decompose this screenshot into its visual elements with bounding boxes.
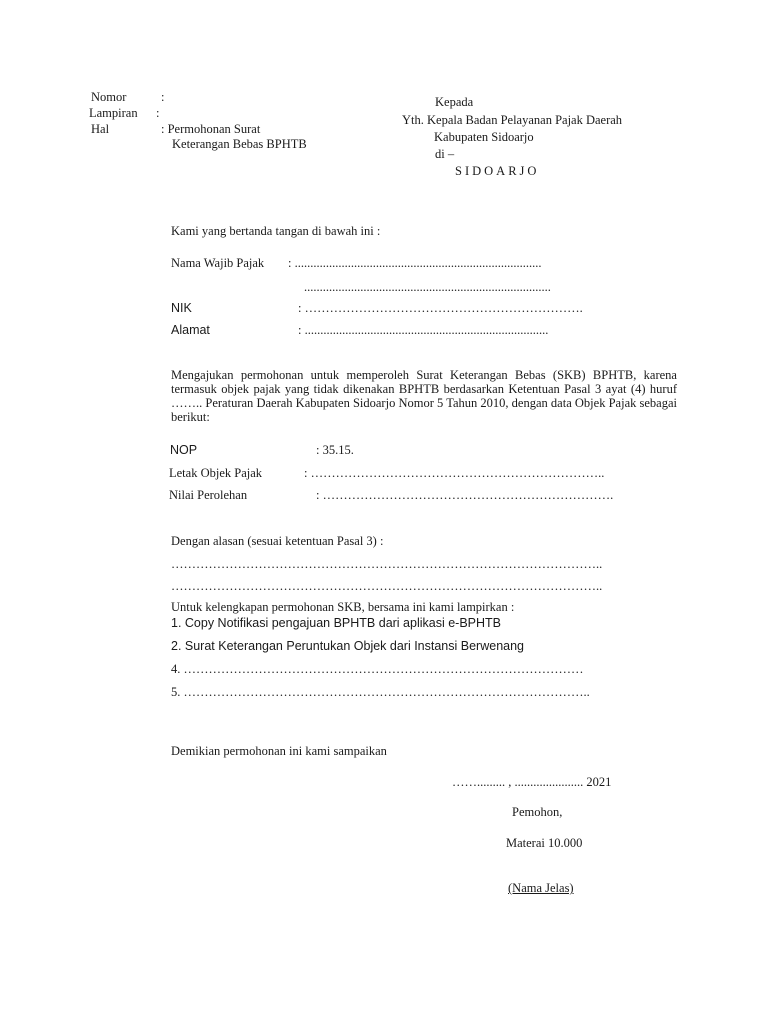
signature-nama-jelas: (Nama Jelas) bbox=[508, 881, 574, 895]
recipient-kabupaten: Kabupaten Sidoarjo bbox=[434, 130, 534, 144]
attachment-item: 2. Surat Keterangan Peruntukan Objek dari Instansi Berwenang bbox=[171, 639, 524, 653]
recipient-kepada: Kepada bbox=[435, 95, 474, 109]
closing-text: Demikian permohonan ini kami sampaikan bbox=[171, 744, 387, 758]
letak-label: Letak Objek Pajak bbox=[169, 466, 263, 480]
nomor-label: Nomor bbox=[91, 90, 127, 104]
alamat-value: : .............................................................................. bbox=[298, 323, 549, 337]
nama-value-continued: ............................................................................... bbox=[304, 280, 551, 294]
lampiran-label: Lampiran bbox=[89, 106, 138, 120]
signature-date: ……......... , ...................... 2021 bbox=[452, 775, 612, 789]
signature-materai: Materai 10.000 bbox=[506, 836, 583, 850]
alamat-label: Alamat bbox=[171, 323, 210, 337]
nilai-value: : ……………………………………………………………. bbox=[316, 488, 614, 502]
lampiran-colon: : bbox=[156, 106, 160, 120]
attachment-item: 1. Copy Notifikasi pengajuan BPHTB dari aplikasi e-BPHTB bbox=[171, 616, 502, 630]
alasan-label: Dengan alasan (sesuai ketentuan Pasal 3) : bbox=[171, 534, 384, 548]
nop-label: NOP bbox=[170, 443, 198, 457]
nama-label: Nama Wajib Pajak bbox=[171, 256, 265, 270]
nik-value: : …………………………………………………………. bbox=[298, 301, 583, 315]
recipient-di: di – bbox=[435, 147, 455, 161]
lampiran-intro: Untuk kelengkapan permohonan SKB, bersama ini kami lampirkan : bbox=[171, 600, 515, 614]
attachment-item: 4. …………………………………………………………………………………… bbox=[171, 662, 584, 676]
alasan-line-2: ………………………………………………………………………………………….. bbox=[171, 579, 603, 593]
nama-value: : ............................................................................... bbox=[288, 256, 542, 270]
recipient-yth: Yth. Kepala Badan Pelayanan Pajak Daerah bbox=[402, 113, 623, 127]
hal-label: Hal bbox=[91, 122, 110, 136]
nilai-label: Nilai Perolehan bbox=[169, 488, 248, 502]
letak-value: : …………………………………………………………….. bbox=[304, 466, 605, 480]
request-paragraph: Mengajukan permohonan untuk memperoleh Surat Keterangan Bebas (SKB) BPHTB, karena termasuk objek pajak yang tidak dikenakan BPHTB berdasarkan Ketentuan Pasal 3 ayat (4) huruf …….. Peraturan Daerah Kabupaten Sidoarjo Nomor 5 Tahun 2010, dengan data Objek Pajak sebagai berikut: bbox=[171, 368, 677, 424]
nomor-colon: : bbox=[161, 90, 165, 104]
nik-label: NIK bbox=[171, 301, 192, 315]
intro-text: Kami yang bertanda tangan di bawah ini : bbox=[171, 224, 381, 238]
recipient-city: SIDOARJO bbox=[455, 164, 540, 178]
alasan-line-1: ………………………………………………………………………………………….. bbox=[171, 557, 603, 571]
nop-value: : 35.15. bbox=[316, 443, 354, 457]
hal-value-line1: : Permohonan Surat bbox=[161, 122, 261, 136]
hal-value-line2: Keterangan Bebas BPHTB bbox=[172, 137, 307, 151]
signature-pemohon: Pemohon, bbox=[512, 805, 563, 819]
attachment-item: 5. …………………………………………………………………………………….. bbox=[171, 685, 590, 699]
